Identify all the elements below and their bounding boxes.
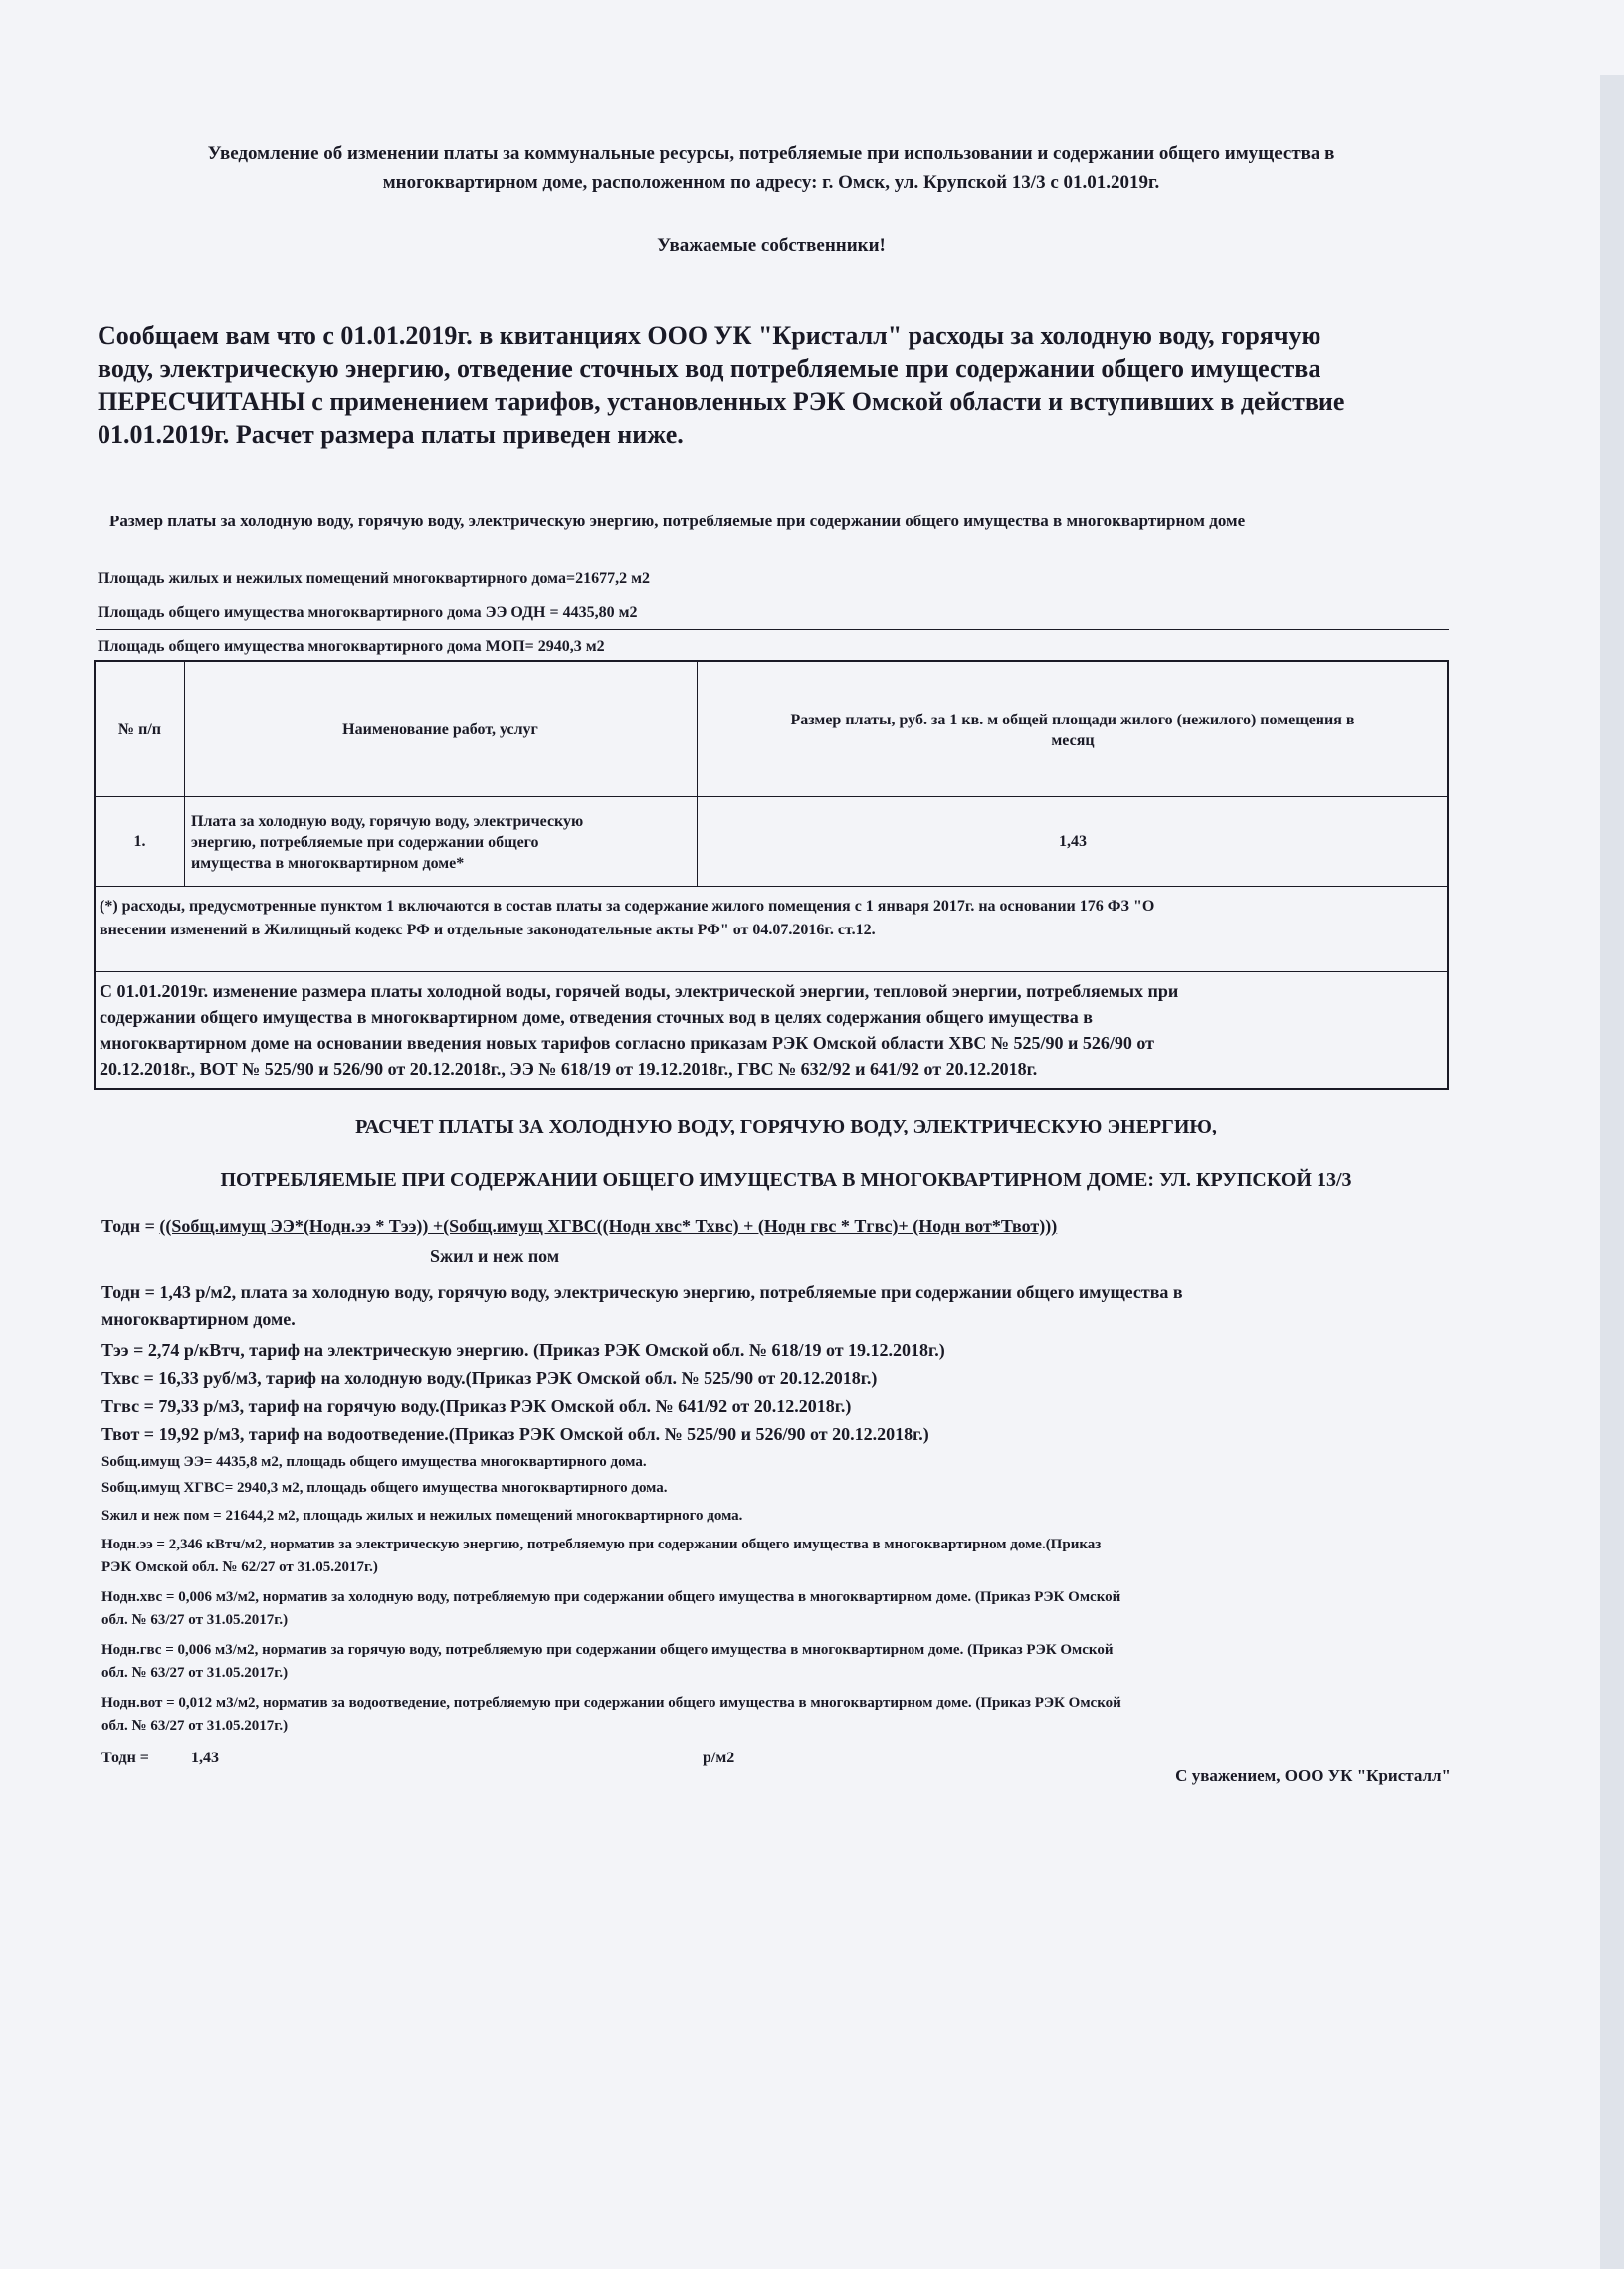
- header-price-line-2: месяц: [1051, 732, 1095, 749]
- header-num: № п/п: [118, 722, 161, 738]
- change-line-1: С 01.01.2019г. изменение размера платы холодной воды, горячей воды, электрической энергии, тепловой энергии, потребляемых при: [100, 981, 1179, 1001]
- formula-prefix: Тодн =: [102, 1216, 160, 1236]
- intro-line-1: Сообщаем вам что с 01.01.2019г. в квитанциях ООО УК "Кристалл" расходы за холодную воду, горячую: [98, 321, 1321, 350]
- norm-hvs-line-1: Нодн.хвс = 0,006 м3/м2, норматив за холодную воду, потребляемую при содержании общего имущества в многоквартирном доме. (Приказ РЭК Омской: [102, 1589, 1121, 1605]
- scan-edge: [1600, 75, 1624, 2269]
- row-name-line-2: энергию, потребляемые при содержании общего: [191, 834, 539, 851]
- intro-line-2: воду, электрическую энергию, отведение сточных вод потребляемые при содержании общего имущества: [98, 354, 1321, 383]
- norm-gvs-line-2: обл. № 63/27 от 31.05.2017г.): [102, 1665, 289, 1681]
- table-rule: [697, 662, 698, 886]
- signature: С уважением, ООО УК "Кристалл": [1175, 1766, 1451, 1785]
- norm-vot: [102, 1692, 1455, 1738]
- notice-title: [90, 139, 1453, 197]
- table-rule: [96, 886, 1447, 887]
- table-caption: Размер платы за холодную воду, горячую воду, электрическую энергию, потребляемые при содержании общего имущества в многоквартирном доме: [109, 512, 1246, 530]
- area-ee-odn: Площадь общего имущества многоквартирного дома ЭЭ ОДН = 4435,80 м2: [98, 604, 638, 621]
- header-name: Наименование работ, услуг: [342, 722, 538, 738]
- header-price: [697, 710, 1449, 751]
- tariff-change-note: [100, 978, 1445, 1082]
- area-total: Площадь жилых и нежилых помещений многоквартирного дома=21677,2 м2: [98, 570, 650, 587]
- norm-vot-line-2: обл. № 63/27 от 31.05.2017г.): [102, 1718, 289, 1734]
- result-line-1: Тодн = 1,43 р/м2, плата за холодную воду, горячую воду, электрическую энергию, потребляемые при содержании общего имущества в: [102, 1282, 1183, 1302]
- notice-title-line-2: многоквартирном доме, расположенном по адресу: г. Омск, ул. Крупской 13/3 с 01.01.2019г.: [382, 172, 1160, 193]
- intro-line-4: 01.01.2019г. Расчет размера платы приведен ниже.: [98, 420, 684, 449]
- final-label: Тодн =: [102, 1750, 149, 1766]
- final-unit: р/м2: [703, 1750, 735, 1766]
- final-value: 1,43: [191, 1750, 219, 1766]
- table-rule: [96, 796, 1447, 797]
- change-line-2: содержании общего имущества в многоквартирном доме, отведения сточных вод в целях содержания общего имущества в: [100, 1007, 1093, 1027]
- header-price-line-1: Размер платы, руб. за 1 кв. м общей площади жилого (нежилого) помещения в: [790, 712, 1355, 728]
- s-ee: Sобщ.имущ ЭЭ= 4435,8 м2, площадь общего имущества многоквартирного дома.: [102, 1454, 647, 1470]
- norm-hvs-line-2: обл. № 63/27 от 31.05.2017г.): [102, 1612, 289, 1628]
- intro-line-3: ПЕРЕСЧИТАНЫ с применением тарифов, установленных РЭК Омской области и вступивших в действие: [98, 387, 1345, 416]
- footnote-line-1: (*) расходы, предусмотренные пунктом 1 включаются в состав платы за содержание жилого помещения с 1 января 2017г. на основании 176 ФЗ "О: [100, 898, 1155, 915]
- table-rule: [96, 971, 1447, 972]
- divider-line: [96, 629, 1449, 630]
- norm-ee: [102, 1534, 1455, 1579]
- table-rule: [184, 662, 185, 886]
- formula: [102, 1216, 1057, 1237]
- row-name: [191, 811, 694, 874]
- area-mop: Площадь общего имущества многоквартирного дома МОП= 2940,3 м2: [98, 638, 605, 655]
- calc-title-line-2: ПОТРЕБЛЯЕМЫЕ ПРИ СОДЕРЖАНИИ ОБЩЕГО ИМУЩЕСТВА В МНОГОКВАРТИРНОМ ДОМЕ: УЛ. КРУПСКОЙ 13/3: [220, 1169, 1352, 1191]
- norm-gvs-line-1: Нодн.гвс = 0,006 м3/м2, норматив за горячую воду, потребляемую при содержании общего имущества в многоквартирном доме. (Приказ РЭК Омской: [102, 1642, 1114, 1658]
- notice-title-line-1: Уведомление об изменении платы за коммунальные ресурсы, потребляемые при использовании и содержании общего имущества в: [207, 143, 1335, 164]
- row-num: 1.: [133, 833, 146, 850]
- tariff-ee: Тээ = 2,74 р/кВтч, тариф на электрическую энергию. (Приказ РЭК Омской обл. № 618/19 от 19.12.2018г.): [102, 1341, 945, 1360]
- footnote-line-2: внесении изменений в Жилищный кодекс РФ и отдельные законодательные акты РФ" от 04.07.2016г. ст.12.: [100, 922, 876, 938]
- formula-numerator: ((Sобщ.имущ ЭЭ*(Нодн.ээ * Тээ)) +(Sобщ.имущ ХГВС((Нодн хвс* Тхвс) + (Нодн гвс * Тгвс)+ (Нодн вот*Твот))): [159, 1216, 1058, 1236]
- tariff-vot: Твот = 19,92 р/м3, тариф на водоотведение.(Приказ РЭК Омской обл. № 525/90 и 526/90 от 20.12.2018г.): [102, 1424, 929, 1444]
- change-line-3: многоквартирном доме на основании введения новых тарифов согласно приказам РЭК Омской области ХВС № 525/90 и 526/90 от: [100, 1033, 1154, 1053]
- tariff-table: [94, 660, 1449, 1090]
- norm-ee-line-2: РЭК Омской обл. № 62/27 от 31.05.2017г.): [102, 1559, 378, 1575]
- row-name-line-3: имущества в многоквартирном доме*: [191, 855, 465, 872]
- calc-title-line-1: РАСЧЕТ ПЛАТЫ ЗА ХОЛОДНУЮ ВОДУ, ГОРЯЧУЮ ВОДУ, ЭЛЕКТРИЧЕСКУЮ ЭНЕРГИЮ,: [355, 1116, 1217, 1137]
- s-total: Sжил и неж пом = 21644,2 м2, площадь жилых и нежилых помещений многоквартирного дома.: [102, 1508, 743, 1524]
- norm-vot-line-1: Нодн.вот = 0,012 м3/м2, норматив за водоотведение, потребляемую при содержании общего имущества в многоквартирном доме. (Приказ РЭК Омской: [102, 1695, 1121, 1711]
- tariff-gvs: Тгвс = 79,33 р/м3, тариф на горячую воду.(Приказ РЭК Омской обл. № 641/92 от 20.12.2018г.): [102, 1396, 852, 1416]
- result-line-2: многоквартирном доме.: [102, 1309, 296, 1329]
- tariff-hvs: Тхвс = 16,33 руб/м3, тариф на холодную воду.(Приказ РЭК Омской обл. № 525/90 от 20.12.2018г.): [102, 1368, 878, 1388]
- row-price: 1,43: [1059, 833, 1087, 850]
- formula-denominator: Sжил и неж пом: [430, 1246, 560, 1266]
- table-footnote: [100, 895, 1445, 942]
- greeting: Уважаемые собственники!: [657, 235, 886, 256]
- result-text: [102, 1279, 1455, 1333]
- intro-paragraph: [98, 319, 1461, 451]
- norm-gvs: [102, 1639, 1455, 1685]
- norm-hvs: [102, 1586, 1455, 1632]
- change-line-4: 20.12.2018г., ВОТ № 525/90 и 526/90 от 20.12.2018г., ЭЭ № 618/19 от 19.12.2018г., ГВС № 632/92 и 641/92 от 20.12.2018г.: [100, 1059, 1038, 1079]
- row-name-line-1: Плата за холодную воду, горячую воду, электрическую: [191, 813, 584, 830]
- norm-ee-line-1: Нодн.ээ = 2,346 кВтч/м2, норматив за электрическую энергию, потребляемую при содержании общего имущества в многоквартирном доме.(Приказ: [102, 1537, 1102, 1552]
- s-hgvs: Sобщ.имущ ХГВС= 2940,3 м2, площадь общего имущества многоквартирного дома.: [102, 1480, 668, 1496]
